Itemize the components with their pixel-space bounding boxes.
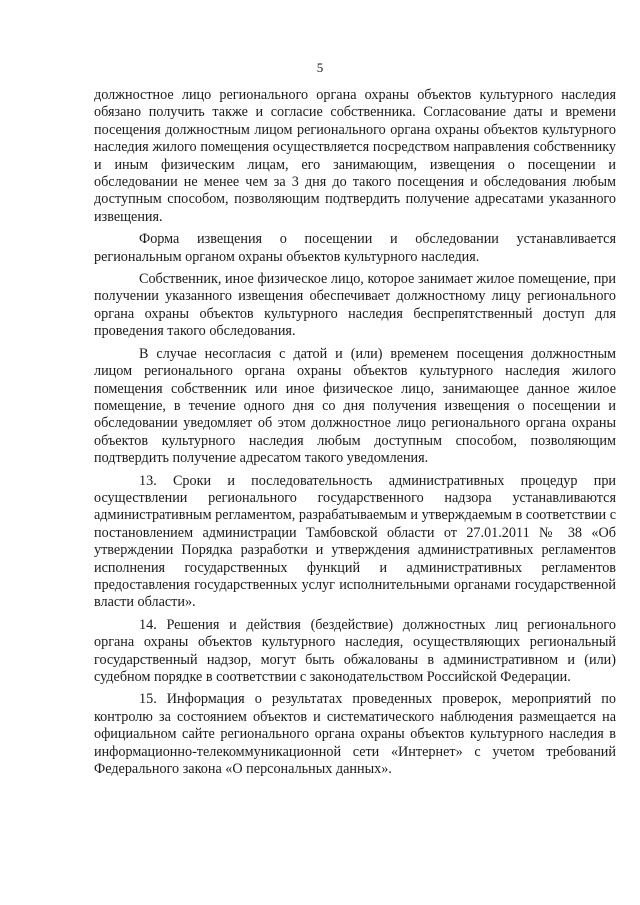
paragraph-item-15: 15. Информация о результатах проведенных проверок, мероприятий по контролю за состоянием объектов и систематического наблюдения размещается на официальном сайте регионального органа охраны объектов культурного наследия в информационно-телекоммуникационной сети «Интернет» с учетом требований Федерального закона «О персональных данных».	[94, 691, 616, 778]
paragraph-notice-form: Форма извещения о посещении и обследовании устанавливается региональным органом охраны объектов культурного наследия.	[94, 231, 616, 265]
page-number: 5	[316, 60, 324, 75]
paragraph-access-consent: должностное лицо регионального органа охраны объектов культурного наследия обязано получить также и согласие собственника. Согласование даты и времени посещения должностным лицом регионального органа охраны объектов культурного наследия жилого помещения осуществляется посредством направления собственнику и иным физическим лицам, его занимающим, извещения о посещении и обследовании не менее чем за 3 дня до такого посещения и обследования любым доступным способом, позволяющим подтвердить получение адресатами указанного извещения.	[94, 87, 616, 225]
paragraph-item-13: 13. Сроки и последовательность административных процедур при осуществлении регионального государственного надзора устанавливаются административным регламентом, разрабатываемым и утверждаемым в соответствии с постановлением администрации Тамбовской области от 27.01.2011 № 38 «Об утверждении Порядка разработки и утверждения административных регламентов исполнения государственных функций и административных регламентов предоставления государственных услуг исполнительными органами государственной власти области».	[94, 472, 616, 611]
paragraph-owner-access: Собственник, иное физическое лицо, которое занимает жилое помещение, при получении указанного извещения обеспечивает должностному лицу регионального органа охраны объектов культурного наследия беспрепятственный доступ для проведения такого обследования.	[94, 271, 616, 340]
document-body	[94, 87, 616, 783]
paragraph-disagreement: В случае несогласия с датой и (или) временем посещения должностным лицом регионального органа охраны объектов культурного наследия жилого помещения собственник или иное физическое лицо, занимающее данное жилое помещение, в течение одного дня со дня получения извещения о посещении и обследовании уведомляет об этом должностное лицо регионального органа охраны объектов культурного наследия любым доступным способом, позволяющим подтвердить получение адресатом такого уведомления.	[94, 345, 616, 467]
paragraph-item-14: 14. Решения и действия (бездействие) должностных лиц регионального органа охраны объектов культурного наследия, осуществляющих региональный государственный надзор, могут быть обжалованы в административном и (или) судебном порядке в соответствии с законодательством Российской Федерации.	[94, 616, 616, 685]
